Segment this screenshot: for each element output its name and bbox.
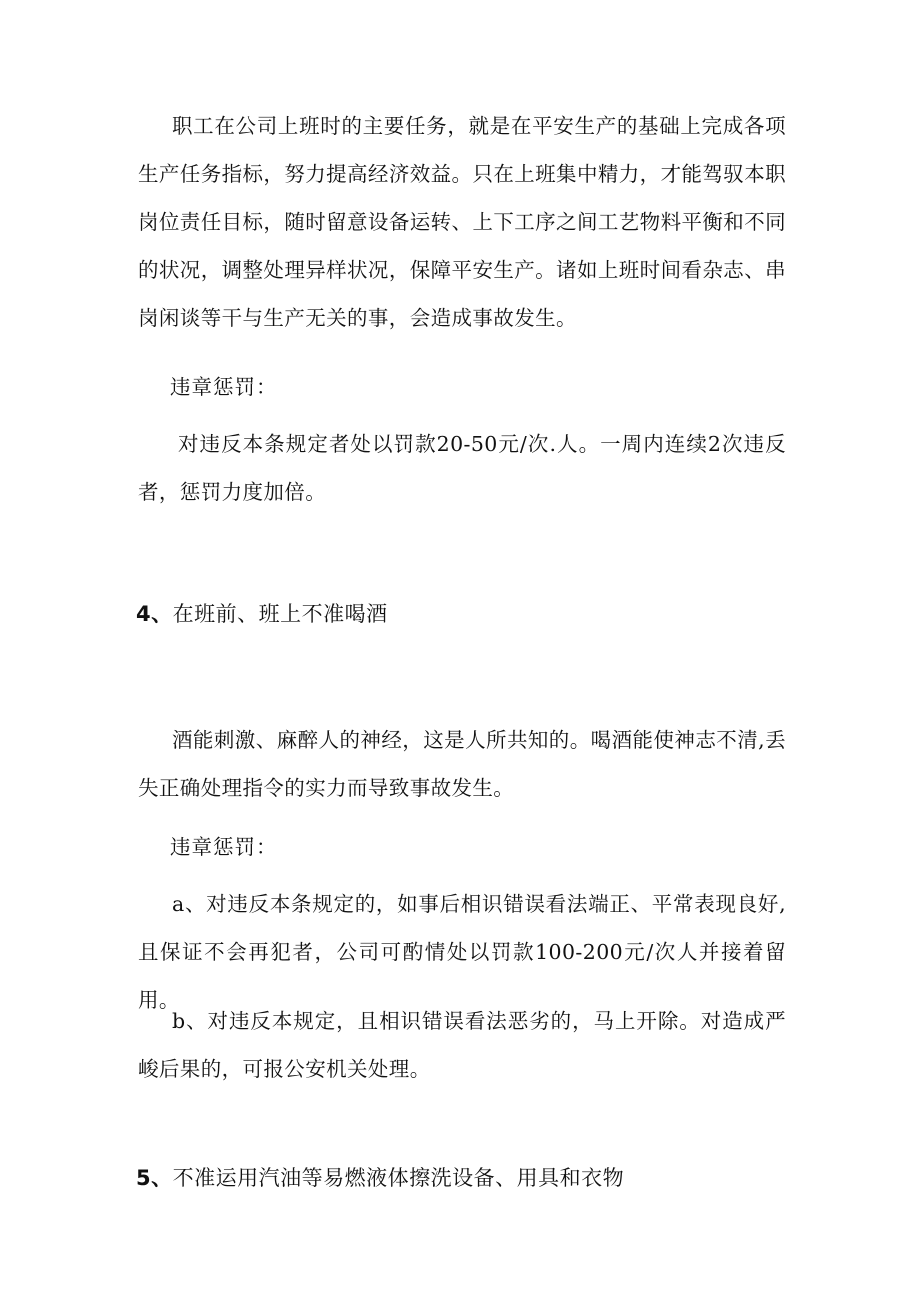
penalty-item-a: a、对违反本条规定的，如事后相识错误看法端正、平常表现良好,且保证不会再犯者，公司可酌情处以罚款100-200元/次人并接着留用。	[138, 892, 786, 1012]
penalty-label: 违章惩罚：	[170, 835, 278, 859]
work-focus-paragraph: 职工在公司上班时的主要任务，就是在平安生产的基础上完成各项生产任务指标，努力提高经济效益。只在上班集中精力，才能驾驭本职岗位责任目标，随时留意设备运转、上下工序之间工艺物料平衡和不同的状况，调整处理异样状况，保障平安生产。诸如上班时间看杂志、串岗闲谈等干与生产无关的事，会造成事故发生。	[138, 114, 786, 330]
section-number: 5、	[136, 1166, 173, 1190]
section-title: 不准运用汽油等易燃液体擦洗设备、用具和衣物	[172, 1166, 625, 1190]
section-4-heading	[136, 599, 388, 629]
section-5-heading	[136, 1163, 624, 1193]
section-number: 4、	[136, 602, 173, 626]
penalty-paragraph: 对违反本条规定者处以罚款20-50元/次.人。一周内连续2次违反者，惩罚力度加倍。	[138, 432, 786, 504]
penalty-label: 违章惩罚：	[170, 375, 278, 399]
penalty-item-b: b、对违反本规定，且相识错误看法恶劣的，马上开除。对造成严峻后果的，可报公安机关处理。	[138, 1009, 786, 1081]
alcohol-paragraph: 酒能刺激、麻醉人的神经，这是人所共知的。喝酒能使神志不清,丢失正确处理指令的实力而导致事故发生。	[138, 728, 786, 800]
section-title: 在班前、班上不准喝酒	[172, 602, 388, 626]
